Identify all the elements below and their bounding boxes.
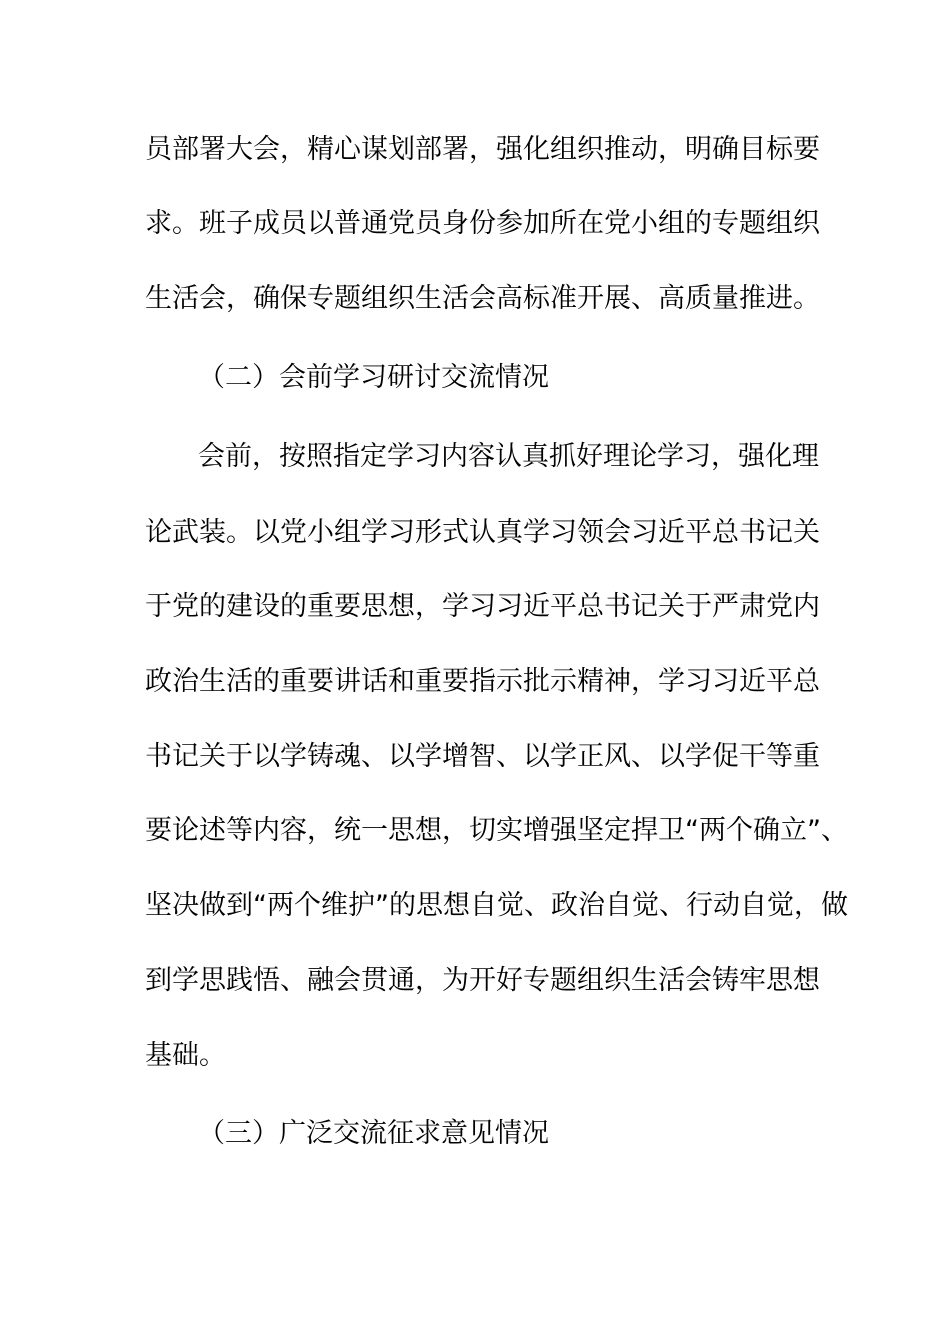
paragraph-line: 坚决做到“两个维护”的思想自觉、政治自觉、行动自觉，做 bbox=[145, 890, 848, 921]
section-heading: （三）广泛交流征求意见情况 bbox=[198, 1118, 549, 1149]
paragraph-line: 会前，按照指定学习内容认真抓好理论学习，强化理 bbox=[198, 441, 819, 472]
paragraph-line: 生活会，确保专题组织生活会高标准开展、高质量推进。 bbox=[145, 283, 820, 314]
paragraph-line: 于党的建设的重要思想，学习习近平总书记关于严肃党内 bbox=[145, 591, 820, 622]
paragraph-line: 到学思践悟、融会贯通，为开好专题组织生活会铸牢思想 bbox=[145, 965, 820, 996]
paragraph-line: 要论述等内容，统一思想，切实增强坚定捍卫“两个确立”、 bbox=[145, 815, 848, 846]
paragraph-line: 政治生活的重要讲话和重要指示批示精神，学习习近平总 bbox=[145, 666, 820, 697]
paragraph-line: 基础。 bbox=[145, 1040, 226, 1071]
paragraph-line: 论武装。以党小组学习形式认真学习领会习近平总书记关 bbox=[145, 517, 820, 548]
section-heading: （二）会前学习研讨交流情况 bbox=[198, 362, 549, 393]
paragraph-line: 员部署大会，精心谋划部署，强化组织推动，明确目标要 bbox=[145, 134, 820, 165]
paragraph-line: 求。班子成员以普通党员身份参加所在党小组的专题组织 bbox=[145, 208, 820, 239]
paragraph-line: 书记关于以学铸魂、以学增智、以学正风、以学促干等重 bbox=[145, 741, 820, 772]
